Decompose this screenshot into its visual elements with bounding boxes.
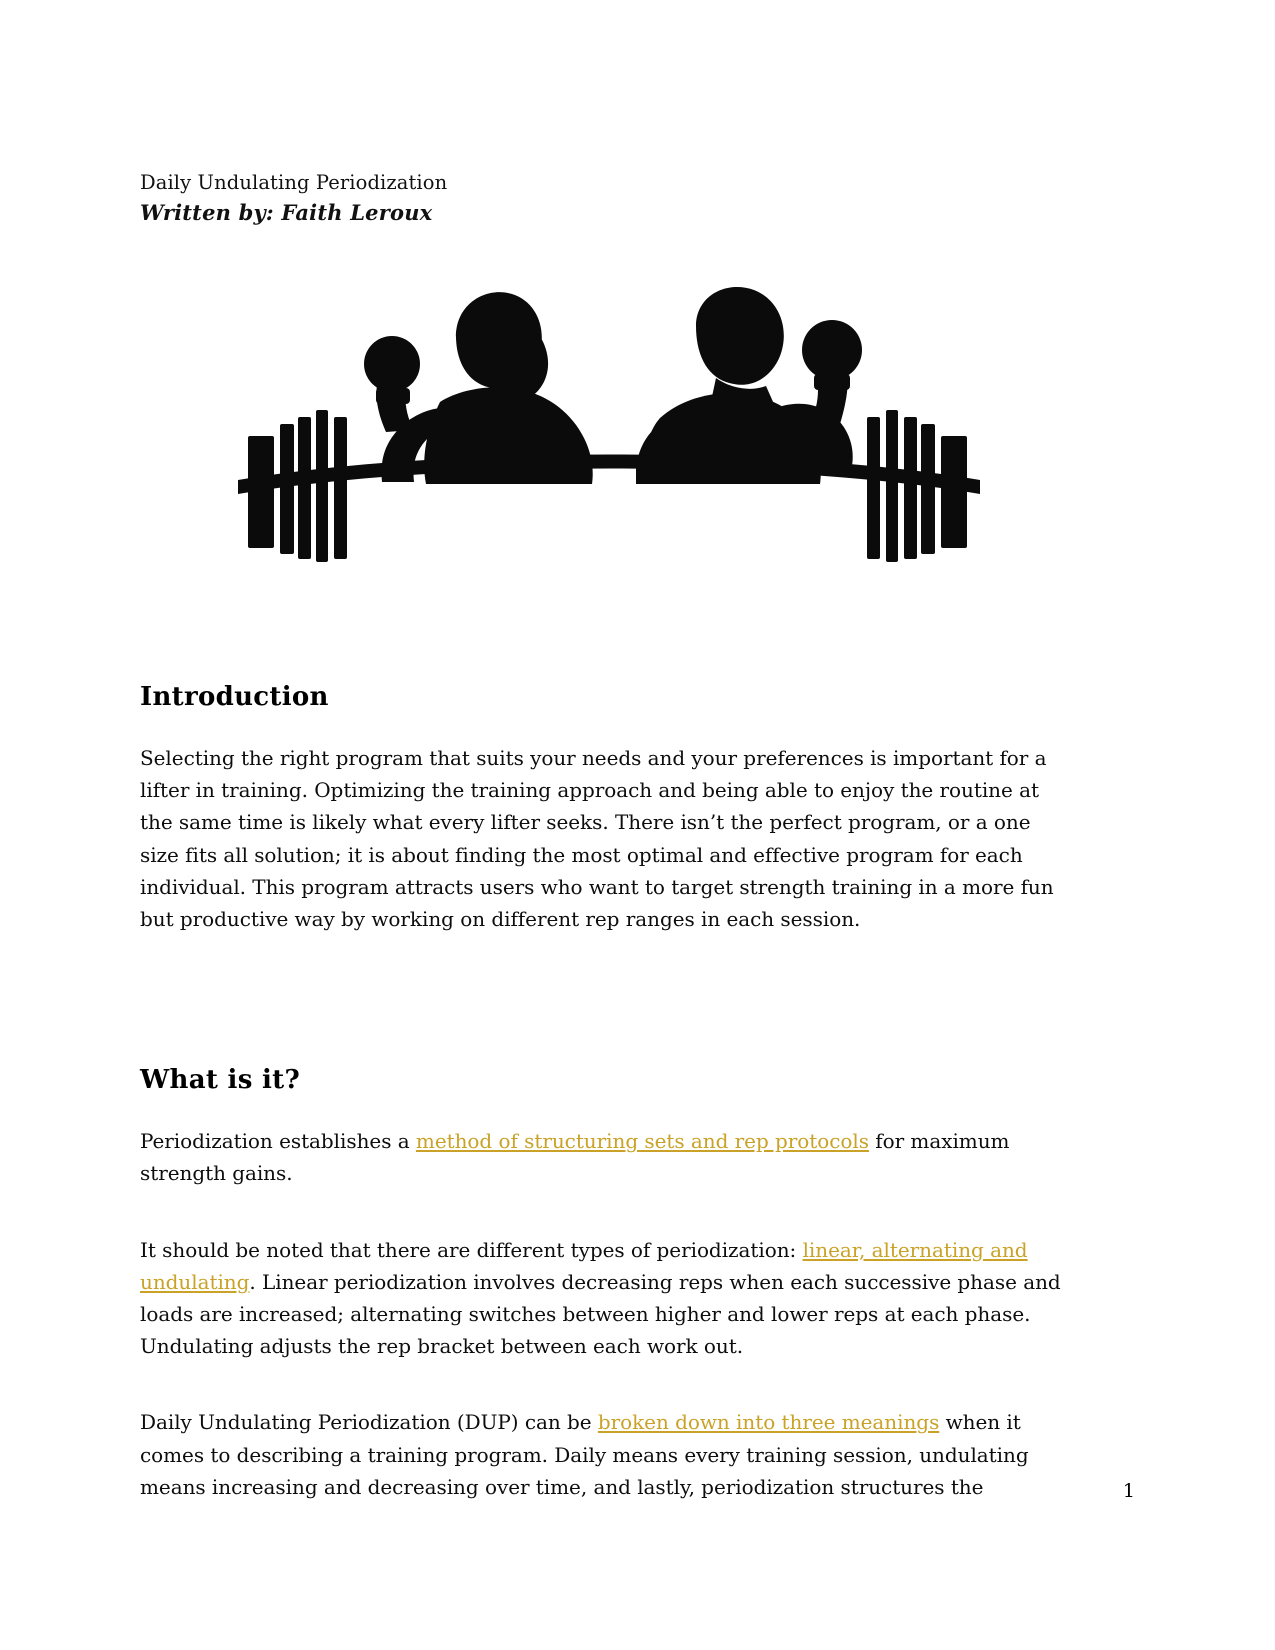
section-heading-introduction: Introduction	[140, 682, 329, 712]
paragraph-3-text-before: Daily Undulating Periodization (DUP) can be	[140, 1410, 598, 1435]
document-byline: Written by: Faith Leroux	[140, 200, 433, 225]
paragraph-2-text-after: . Linear periodization involves decreasing reps when each successive phase and loads are increased; alternating switches between higher and lower reps at each phase. Undulating adjusts the rep bracket between each work out.	[140, 1269, 1061, 1359]
paragraph-1-text-before: Periodization establishes a	[140, 1129, 416, 1154]
page-number: 1	[1122, 1480, 1135, 1502]
link-broken-down-into-three-meanings[interactable]: broken down into three meanings	[597, 1410, 940, 1435]
what-is-it-paragraph-3	[140, 1406, 1075, 1503]
what-is-it-paragraph-1	[140, 1125, 1075, 1189]
paragraph-1-text-after: for maximum strength gains.	[140, 1129, 1010, 1186]
hero-image	[140, 284, 1075, 584]
paragraph-3-text-after: when it comes to describing a training program. Daily means every training session, undulating means increasing and decreasing over time, and lastly, periodization structures the	[140, 1410, 1029, 1499]
document-content	[140, 168, 1075, 1503]
introduction-paragraph: Selecting the right program that suits your needs and your preferences is important for a lifter in training. Optimizing the training approach and being able to enjoy the routine at the same time is likely what every lifter seeks. There isn’t the perfect program, or a one size fits all solution; it is about finding the most optimal and effective program for each individual. This program attracts users who want to target strength training in a more fun but productive way by working on different rep ranges in each session.	[140, 746, 1054, 932]
link-linear-alternating-and-undulating[interactable]: linear, alternating and undulating	[140, 1237, 1028, 1294]
what-is-it-paragraph-2	[140, 1234, 1075, 1363]
paragraph-2-text-before: It should be noted that there are different types of periodization:	[140, 1237, 803, 1262]
section-heading-what-is-it: What is it?	[140, 1065, 300, 1096]
weightlifters-silhouette-icon	[140, 284, 1075, 584]
link-method-of-structuring-sets-and-rep-protocols[interactable]: method of structuring sets and rep protocols	[415, 1129, 869, 1154]
document-title: Daily Undulating Periodization	[140, 171, 448, 194]
